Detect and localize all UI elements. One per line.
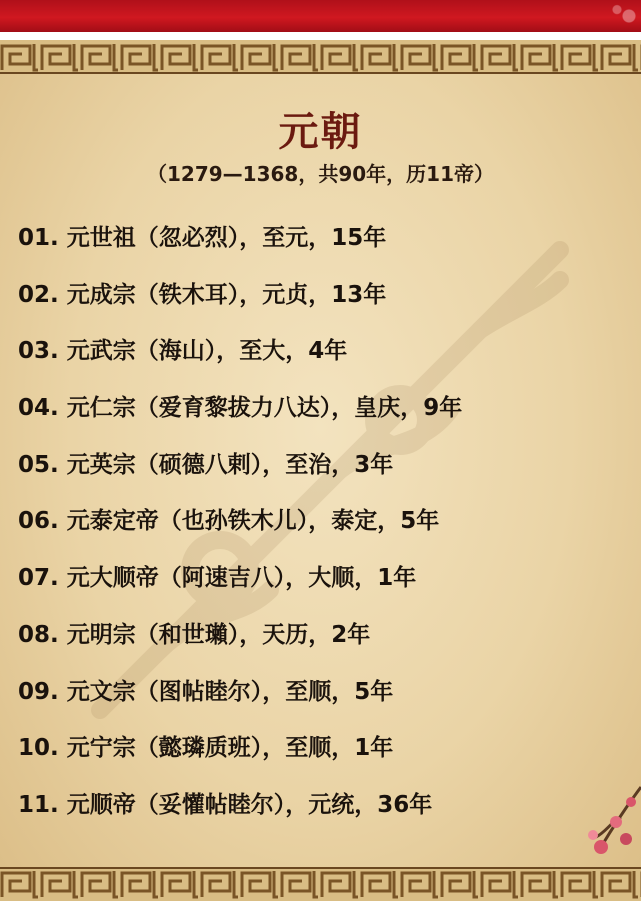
- parchment-scroll: [0, 40, 641, 901]
- list-item: 09. 元文宗（图帖睦尔），至顺，5年: [18, 678, 394, 705]
- list-item: 01. 元世祖（忽必烈），至元，15年: [18, 225, 387, 251]
- page-subtitle: （1279—1368，共90年，历11帝）: [147, 162, 494, 186]
- list-item: 05. 元英宗（硕德八剌），至治，3年: [18, 451, 394, 478]
- bottom-fret-border: [0, 867, 641, 901]
- list-item: 04. 元仁宗（爱育黎拔力八达），皇庆，9年: [18, 395, 463, 422]
- list-item: 10. 元宁宗（懿璘质班），至顺，1年: [18, 735, 394, 762]
- flower-decoration-icon: [601, 0, 641, 32]
- fret-pattern-top-icon: [0, 40, 641, 74]
- list-item: 11. 元顺帝（妥懽帖睦尔），元统，36年: [18, 791, 433, 818]
- banner-separator: [0, 32, 641, 40]
- list-item: 08. 元明宗（和世瓎），天历，2年: [18, 621, 371, 648]
- emperor-list: [18, 216, 618, 840]
- top-red-banner: [0, 0, 641, 32]
- fret-pattern-bottom-icon: [0, 867, 641, 901]
- list-item: 06. 元泰定帝（也孙铁木儿），泰定，5年: [18, 508, 440, 535]
- list-item: 07. 元大顺帝（阿速吉八），大顺，1年: [18, 565, 417, 592]
- top-fret-border: [0, 40, 641, 74]
- list-item: 02. 元成宗（铁木耳），元贞，13年: [18, 281, 387, 308]
- list-item: 03. 元武宗（海山），至大，4年: [18, 338, 348, 365]
- page-title: 元朝: [278, 108, 363, 155]
